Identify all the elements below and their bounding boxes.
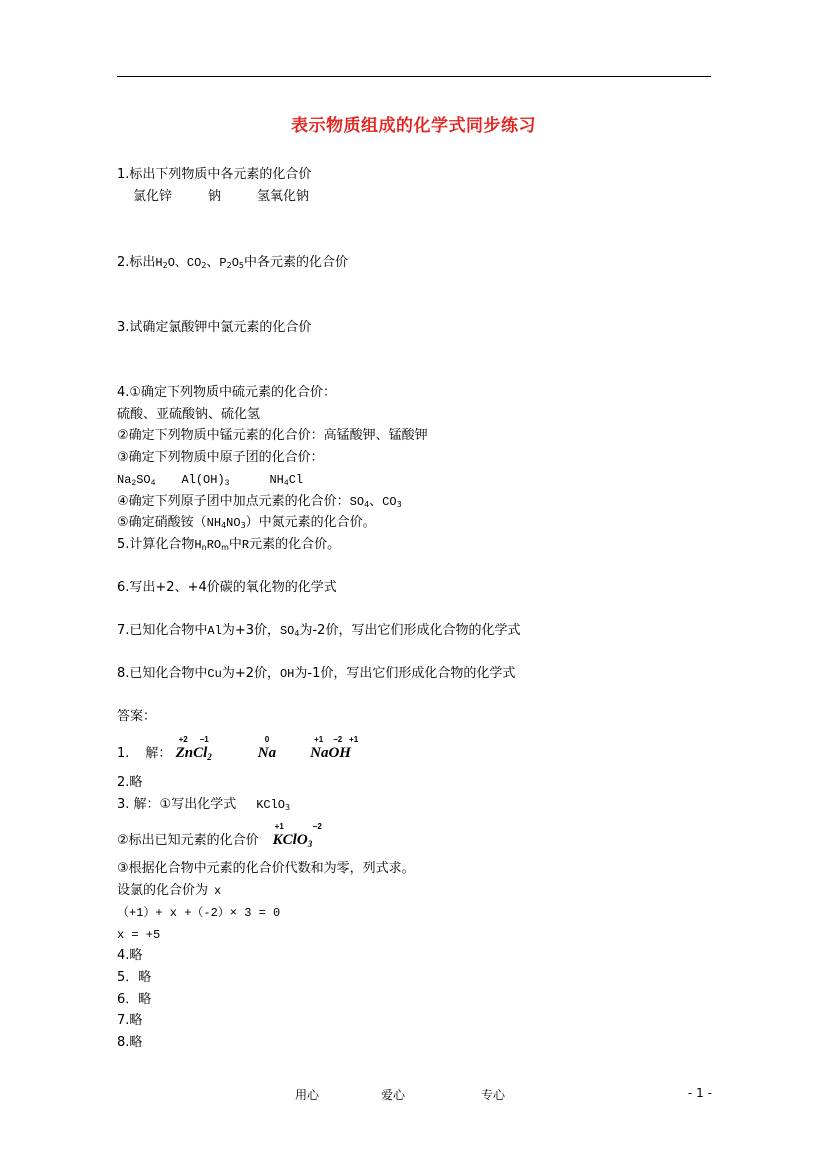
answer-6: 6．略 [117,992,152,1007]
header-rule [117,76,711,77]
q7-stem: 7.已知化合物中Al为+3价，$SO_4$为-2价，写出它们形成化合物的化学式 [117,623,521,638]
answer-4: 4.略 [117,948,143,963]
q4-line: 4.①确定下列物质中硫元素的化合价： [117,385,337,400]
q1-item: 钠 [208,189,222,204]
answer-8: 8.略 [117,1035,143,1050]
page-number: - 1 - [688,1086,712,1100]
q3-stem: 3.试确定氯酸钾中氯元素的化合价 [117,320,312,335]
q4-line: ②确定下列物质中锰元素的化合价：高锰酸钾、锰酸钾 [117,428,428,443]
q1-items [133,188,309,206]
q1-item: 氯化锌 [133,189,173,204]
answers-heading: 答案： [117,709,157,724]
q4-line: ④确定下列原子团中加点元素的化合价：$SO_4$、$CO_3$ [117,494,402,509]
answer-3-line2: ②标出已知元素的化合价 +1 −2 KClO$_3$ [117,822,322,849]
answer-3-line3: ③根据化合物中元素的化合价代数和为零，列式求。 [117,861,415,876]
answer-3-equation: （+1）+ x +（-2）× 3 = 0 [117,906,281,920]
na-formula: 0 Na [257,735,277,761]
answer-3-line1: 3. 解：①写出化学式 KClO$_3$ [117,797,291,812]
q4-line: 硫酸、亚硫酸钠、硫化氢 [117,407,261,422]
footer-word: 专心 [481,1088,506,1102]
naoh-formula: +1 −2 +1 NaOH [310,735,359,761]
q5-stem: 5.计算化合物$H_nRO_m$中R元素的化合价。 [117,537,341,552]
answer-1: 1. 解： +2 −1 ZnCl$_2$ 0 Na +1 −2 +1 NaOH [117,735,359,762]
q4-formulas: $Na_2SO_4$ $Al(OH)_3$ $NH_4Cl$ [117,473,304,488]
zncl2-formula: +2 −1 ZnCl$_2$ [175,735,212,762]
q4-line: ③确定下列物质中原子团的化合价： [117,450,324,465]
kclo3-formula: +1 −2 KClO$_3$ [272,822,322,849]
document-title: 表示物质组成的化学式同步练习 [291,116,536,136]
answer-3-line4: 设氯的化合价为 x [117,883,222,898]
answer-3-result: x = +5 [117,928,161,942]
q4-line: ⑤确定硝酸铵$(NH_4NO_3)$中氮元素的化合价。 [117,515,376,530]
answer-7: 7.略 [117,1013,143,1028]
q2-stem: 2.标出$H_2O$、$CO_2$、$P_2O_5$中各元素的化合价 [117,255,349,270]
q8-stem: 8.已知化合物中Cu为+2价，OH为-1价，写出它们形成化合物的化学式 [117,666,516,681]
q6-stem: 6.写出+2、+4价碳的氧化物的化学式 [117,580,337,595]
q1-item: 氢氧化钠 [257,189,310,204]
answer-2: 2.略 [117,775,143,790]
footer-word: 用心 [295,1088,320,1102]
q1-stem: 1.标出下列物质中各元素的化合价 [117,167,312,182]
answer-5: 5．略 [117,970,152,985]
footer-word: 爱心 [381,1088,406,1102]
